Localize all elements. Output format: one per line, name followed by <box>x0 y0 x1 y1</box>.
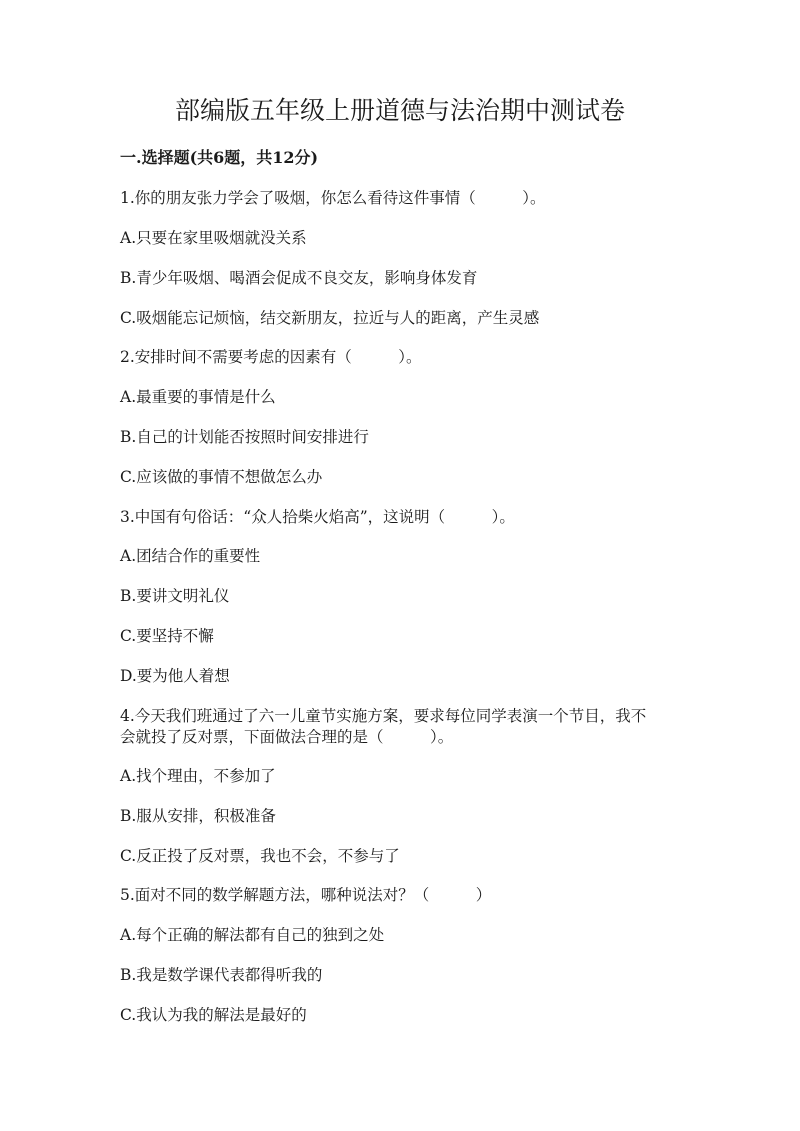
question-stem: 2.安排时间不需要考虑的因素有（ ）。 <box>120 348 422 366</box>
question-option: C.吸烟能忘记烦恼，结交新朋友，拉近与人的距离，产生灵感 <box>120 309 540 327</box>
question-option: C.反正投了反对票，我也不会，不参与了 <box>120 847 400 865</box>
question-option: B.我是数学课代表都得听我的 <box>120 966 323 984</box>
page-title: 部编版五年级上册道德与法治期中测试卷 <box>174 96 625 125</box>
question-stem: 5.面对不同的数学解题方法，哪种说法对？（ ） <box>120 886 492 904</box>
question-option: B.要讲文明礼仪 <box>120 587 230 605</box>
question-option: B.服从安排，积极准备 <box>120 807 276 825</box>
section-heading: 一.选择题(共6题，共12分) <box>120 148 319 167</box>
question-stem: 3.中国有句俗话：“众人拾柴火焰高”，这说明（ ）。 <box>120 508 515 526</box>
question-option: A.找个理由，不参加了 <box>120 767 276 785</box>
question-option: D.要为他人着想 <box>120 667 230 685</box>
question-option: B.自己的计划能否按照时间安排进行 <box>120 428 369 446</box>
question-option: A.最重要的事情是什么 <box>120 388 276 406</box>
question-option: A.只要在家里吸烟就没关系 <box>120 229 307 247</box>
question-option: B.青少年吸烟、喝酒会促成不良交友，影响身体发育 <box>120 269 478 287</box>
question-option: C.我认为我的解法是最好的 <box>120 1006 307 1024</box>
question-stem: 1.你的朋友张力学会了吸烟，你怎么看待这件事情（ ）。 <box>120 189 546 207</box>
question-option: A.每个正确的解法都有自己的独到之处 <box>120 926 385 944</box>
question-option: A.团结合作的重要性 <box>120 547 261 565</box>
question-stem-continued: 会就投了反对票，下面做法合理的是（ ）。 <box>120 728 454 746</box>
question-option: C.应该做的事情不想做怎么办 <box>120 468 323 486</box>
question-option: C.要坚持不懈 <box>120 627 214 645</box>
question-stem: 4.今天我们班通过了六一儿童节实施方案，要求每位同学表演一个节目，我不 <box>120 707 647 725</box>
